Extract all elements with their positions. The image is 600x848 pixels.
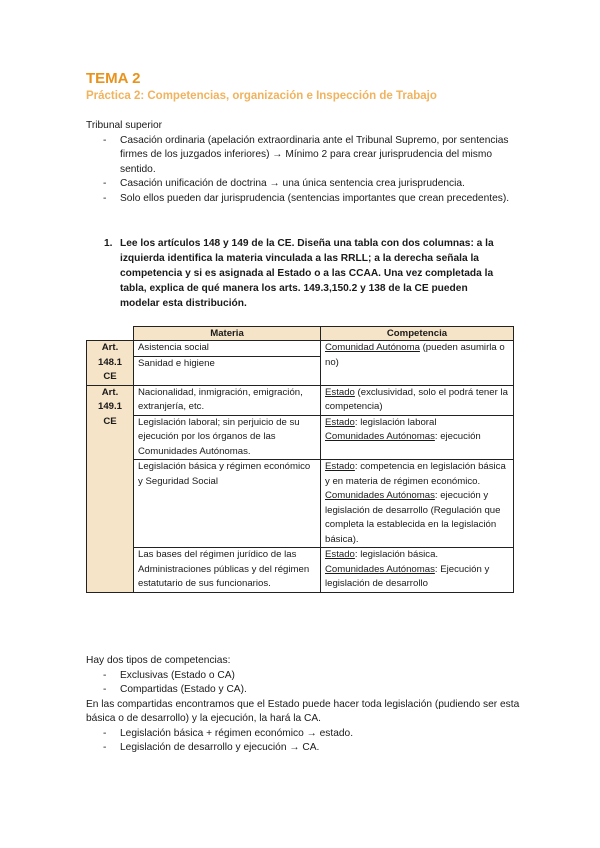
- types-list: [86, 669, 526, 698]
- competencia-cell: [321, 548, 514, 593]
- list-item: - Compartidas (Estado y CA).: [120, 683, 526, 698]
- question-text: Lee los artículos 148 y 149 de la CE. Diseña una tabla con dos columnas: a la izquierda identifica la materia vinculada a las RRLL; a la derecha señala la competencia y si es asignada al Estado o a las CCAA. Una vez completada la tabla, explica de qué manera los arts. 149.3,150.2 y 138 de la CE pueden modelar esta distribución.: [120, 238, 494, 309]
- intro-title: Tribunal superior: [86, 120, 163, 131]
- comp-estado-label: Estado: [325, 416, 355, 428]
- comp-estado-label: Estado: [325, 549, 355, 560]
- comp-ca-label: Comunidades Autónomas: [325, 431, 435, 442]
- materia-sanidad: Sanidad e higiene: [134, 356, 320, 372]
- document-page: [86, 70, 526, 753]
- comp-ca-text: : Ejecución y legislación de desarrollo: [325, 563, 490, 589]
- list-item: - Solo ellos pueden dar jurisprudencia (sentencias importantes que crean precedentes).: [120, 192, 526, 207]
- comp-ca-text: : ejecución y legislación de desarrollo (Regulación que completa la establecida en la legislación básica).: [325, 490, 501, 545]
- competencias-intro: Hay dos tipos de competencias:: [86, 655, 231, 666]
- tema-title: TEMA 2: [86, 70, 141, 87]
- after-table-section: [86, 654, 526, 756]
- comp-ca-label: Comunidad Autónoma: [325, 342, 420, 353]
- compartidas-paragraph: En las compartidas encontramos que el Estado puede hacer toda legislación (pudiendo ser esta básica o de desarrollo) y la ejecución, la hará la CA.: [86, 698, 520, 724]
- question-number: 1.: [104, 238, 113, 249]
- competencia-cell: [321, 460, 514, 548]
- list-item: - Casación unificación de doctrina → una única sentencia crea jurisprudencia.: [120, 177, 526, 192]
- header-competencia: Competencia: [321, 327, 514, 341]
- materia-asistencia: Asistencia social: [138, 342, 209, 353]
- comp-estado-label: Estado: [325, 386, 355, 398]
- intro-list: [86, 134, 526, 207]
- materia-cell: Las bases del régimen jurídico de las Administraciones públicas y del régimen estatutario de sus funcionarios.: [134, 548, 321, 593]
- header-blank-cell: [87, 327, 134, 341]
- comp-estado-text: : competencia en legislación básica y en materia de régimen económico.: [325, 461, 506, 487]
- list-item: - Legislación básica + régimen económico → estado.: [120, 727, 526, 742]
- table-header-row: [87, 327, 514, 341]
- comp-ca-label: Comunidades Autónomas: [325, 490, 435, 501]
- table-row: [87, 341, 514, 386]
- summary-list: [86, 727, 526, 756]
- comp-estado-text: : legislación laboral: [354, 416, 437, 428]
- header-materia: Materia: [134, 327, 321, 341]
- materia-cell: Nacionalidad, inmigración, emigración, extranjería, etc.: [134, 385, 321, 415]
- comp-ca-text: : ejecución: [434, 431, 481, 442]
- table-row: [87, 460, 514, 548]
- materia-cell: Legislación laboral; sin perjuicio de su ejecución por los órganos de las Comunidades Autónomas.: [134, 415, 321, 460]
- comp-estado-text: (exclusividad, solo el podrá tener la competencia): [325, 386, 508, 412]
- list-item: - Casación ordinaria (apelación extraordinaria ante el Tribunal Supremo, por sentencias firmes de los juzgados inferiores) → Mínimo 2 para crear jurisprudencia del mismo sentido.: [120, 134, 526, 178]
- table-row: [87, 415, 514, 460]
- competencias-table: [86, 326, 514, 593]
- art-149-label: Art. 149.1 CE: [87, 385, 134, 592]
- practica-subtitle: Práctica 2: Competencias, organización e Inspección de Trabajo: [86, 90, 437, 102]
- competencia-cell: [321, 415, 514, 460]
- materia-cell: Legislación básica y régimen económico y Seguridad Social: [134, 460, 321, 548]
- question-1: [86, 236, 508, 311]
- table-row: [87, 385, 514, 415]
- list-item: - Exclusivas (Estado o CA): [120, 669, 526, 684]
- table-row: [87, 548, 514, 593]
- competencia-cell: [321, 341, 514, 386]
- comp-estado-label: Estado: [325, 461, 355, 472]
- list-item: - Legislación de desarrollo y ejecución → CA.: [120, 741, 526, 756]
- comp-ca-text: (pueden asumirla o no): [325, 342, 505, 368]
- materia-cell: [134, 341, 321, 386]
- competencia-cell: [321, 385, 514, 415]
- comp-estado-text: : legislación básica.: [354, 549, 439, 560]
- comp-ca-label: Comunidades Autónomas: [325, 563, 435, 575]
- art-148-label: Art. 148.1 CE: [87, 341, 134, 386]
